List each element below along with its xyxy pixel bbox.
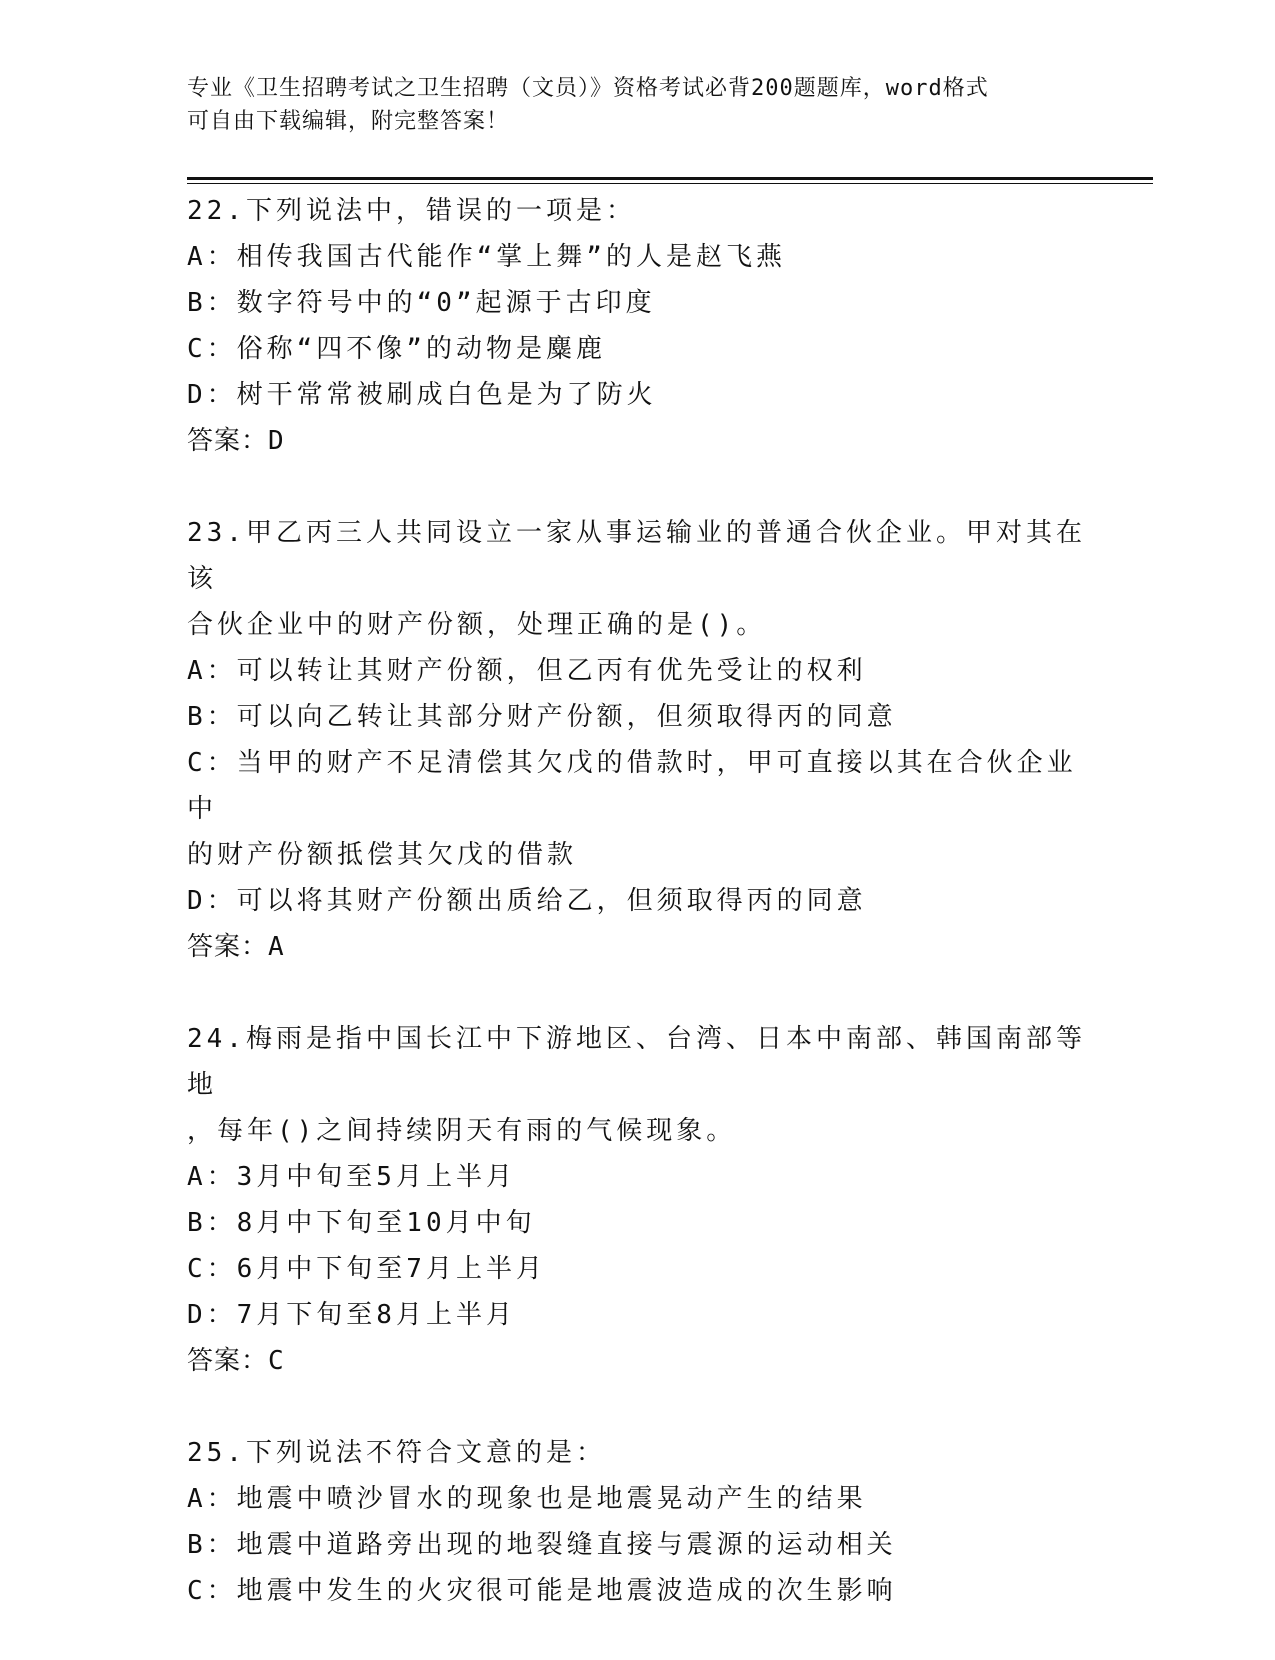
option-line: B：地震中道路旁出现的地裂缝直接与震源的运动相关 — [187, 1530, 897, 1560]
option-line: B：8月中下旬至10月中旬 — [187, 1208, 536, 1238]
option-line: B：数字符号中的“0”起源于古印度 — [187, 288, 656, 318]
option-line: B：可以向乙转让其部分财产份额，但须取得丙的同意 — [187, 702, 897, 732]
option-line: A：3月中旬至5月上半月 — [187, 1162, 516, 1192]
option-line: C：当甲的财产不足清偿其欠戊的借款时，甲可直接以其在合伙企业中 — [187, 748, 1077, 824]
header-divider-thin — [187, 183, 1153, 184]
question-block — [187, 1016, 1087, 1384]
option-line: D：7月下旬至8月上半月 — [187, 1300, 516, 1330]
option-line: D：可以将其财产份额出质给乙，但须取得丙的同意 — [187, 886, 867, 916]
header-line-2: 可自由下载编辑，附完整答案！ — [187, 109, 510, 134]
question-stem-line: 合伙企业中的财产份额，处理正确的是()。 — [187, 610, 767, 640]
question-stem-line: 23.甲乙丙三人共同设立一家从事运输业的普通合伙企业。甲对其在该 — [187, 518, 1086, 594]
option-line: A：相传我国古代能作“掌上舞”的人是赵飞燕 — [187, 242, 786, 272]
question-stem-line: ，每年()之间持续阴天有雨的气候现象。 — [187, 1116, 737, 1146]
question-stem-line: 25.下列说法不符合文意的是： — [187, 1438, 606, 1468]
answer-line: 答案：C — [187, 1346, 285, 1376]
option-line: D：树干常常被刷成白色是为了防火 — [187, 380, 657, 410]
question-stem-line: 24.梅雨是指中国长江中下游地区、台湾、日本中南部、韩国南部等地 — [187, 1024, 1086, 1100]
option-line: A：可以转让其财产份额，但乙丙有优先受让的权利 — [187, 656, 867, 686]
question-list — [187, 188, 1087, 1660]
header-divider-thick — [187, 177, 1153, 180]
option-line: 的财产份额抵偿其欠戊的借款 — [187, 840, 578, 870]
question-block — [187, 510, 1087, 970]
question-block — [187, 1430, 1087, 1614]
option-line: C：俗称“四不像”的动物是麋鹿 — [187, 334, 606, 364]
question-stem-line: 22.下列说法中，错误的一项是： — [187, 196, 636, 226]
answer-line: 答案：D — [187, 426, 285, 456]
option-line: A：地震中喷沙冒水的现象也是地震晃动产生的结果 — [187, 1484, 867, 1514]
option-line: C：地震中发生的火灾很可能是地震波造成的次生影响 — [187, 1576, 897, 1606]
option-line: C：6月中下旬至7月上半月 — [187, 1254, 546, 1284]
document-header — [187, 72, 1067, 138]
question-block — [187, 188, 1087, 464]
answer-line: 答案：A — [187, 932, 285, 962]
header-line-1: 专业《卫生招聘考试之卫生招聘（文员）》资格考试必背200题题库，word格式 — [187, 76, 989, 101]
